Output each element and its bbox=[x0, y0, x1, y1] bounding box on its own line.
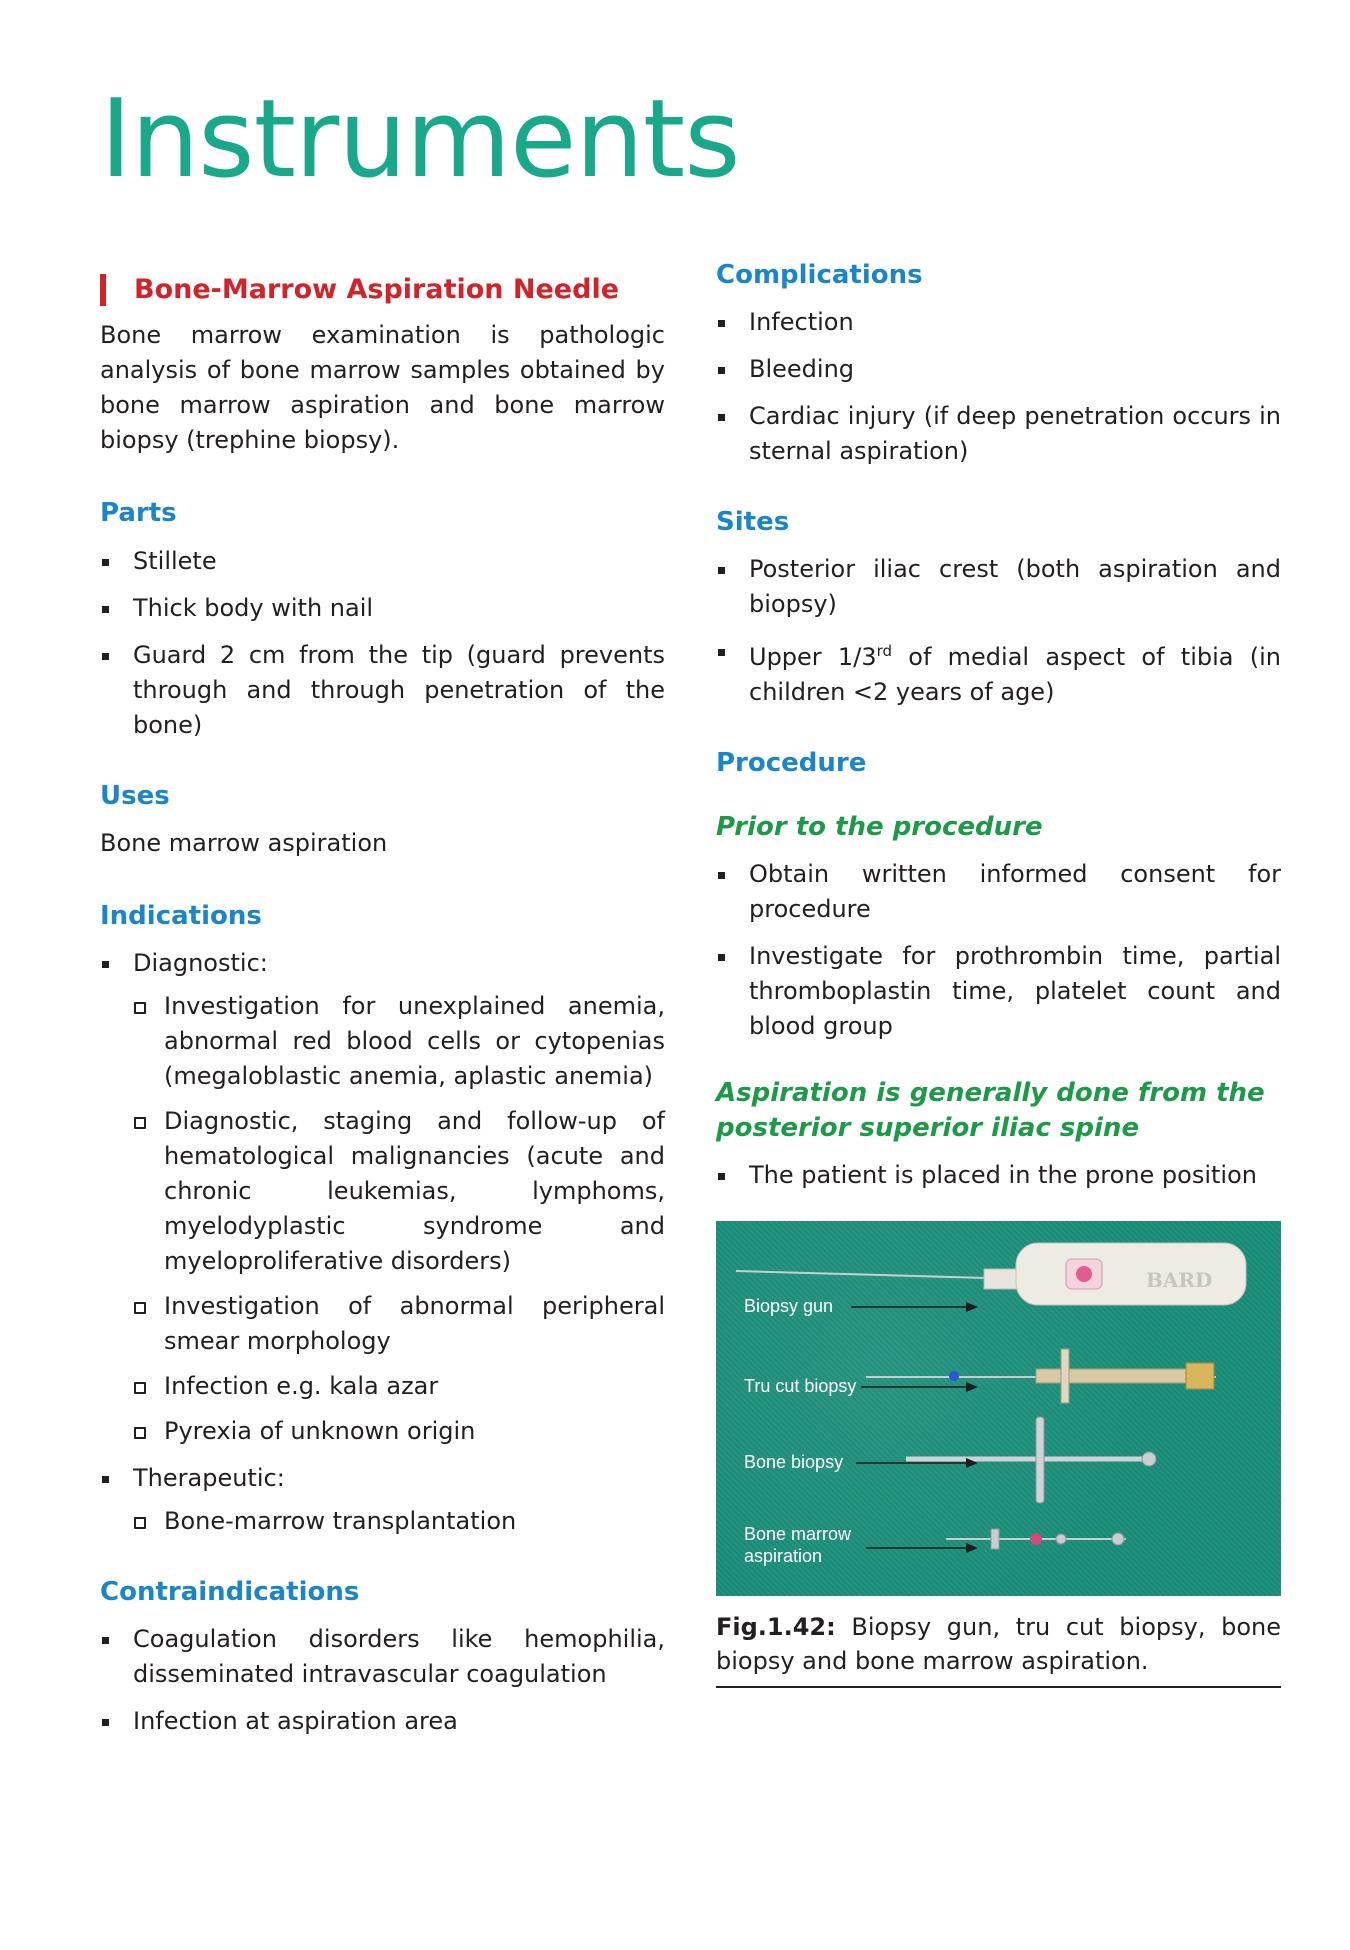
label-line: aspiration bbox=[744, 1545, 823, 1566]
sites-heading: Sites bbox=[716, 507, 790, 538]
list-item: Coagulation disorders like hemophilia, disseminated intravascular coagulation bbox=[100, 1622, 665, 1692]
indications-list bbox=[100, 946, 665, 1539]
list-item: Thick body with nail bbox=[100, 591, 665, 626]
tru-cut-handle bbox=[1036, 1369, 1186, 1383]
list-item: Infection e.g. kala azar bbox=[133, 1369, 665, 1404]
sites-list bbox=[716, 552, 1281, 710]
therapeutic-label: Therapeutic: bbox=[133, 1463, 285, 1492]
parts-list bbox=[100, 544, 665, 743]
label-line: Bone marrow bbox=[744, 1523, 852, 1544]
list-item bbox=[100, 1461, 665, 1539]
list-item: Investigate for prothrombin time, partial thromboplastin time, platelet count and blood group bbox=[716, 939, 1281, 1044]
page-title: Instruments bbox=[100, 77, 740, 202]
prior-procedure-list bbox=[716, 857, 1281, 1044]
arrow-icon bbox=[966, 1543, 978, 1553]
intro-paragraph: Bone marrow examination is pathologic analysis of bone marrow samples obtained by bone marrow aspiration and bone marrow biopsy (trephine biopsy). bbox=[100, 321, 665, 455]
list-item: The patient is placed in the prone position bbox=[716, 1158, 1281, 1193]
section-heading-bone-marrow-needle: Bone-Marrow Aspiration Needle bbox=[100, 274, 665, 306]
list-item: Investigation for unexplained anemia, abnormal red blood cells or cytopenias (megaloblastic anemia, aplastic anemia) bbox=[133, 989, 665, 1094]
figure-caption bbox=[716, 1610, 1281, 1688]
label-bone-marrow-aspiration bbox=[744, 1523, 851, 1567]
device-brand: BARD bbox=[1146, 1267, 1213, 1292]
instruments-photo bbox=[716, 1221, 1281, 1596]
diagnostic-sublist bbox=[133, 989, 665, 1449]
biopsy-gun-button-dot bbox=[1076, 1266, 1092, 1282]
biopsy-gun-needle bbox=[736, 1271, 986, 1278]
list-item: Obtain written informed consent for procedure bbox=[716, 857, 1281, 927]
arrow-icon bbox=[966, 1302, 978, 1312]
list-item: Infection bbox=[716, 305, 1281, 340]
list-item: Bone-marrow transplantation bbox=[133, 1504, 665, 1539]
tru-cut-grip bbox=[1061, 1349, 1069, 1403]
contraindications-list bbox=[100, 1622, 665, 1739]
site-text: Upper 1/3 bbox=[749, 643, 877, 672]
site-text: of medial aspect of tibia (in children <2 years of age) bbox=[749, 643, 1281, 707]
list-item: Bleeding bbox=[716, 352, 1281, 387]
list-item: Infection at aspiration area bbox=[100, 1704, 665, 1739]
bone-biopsy-handle bbox=[1036, 1417, 1044, 1503]
prior-procedure-heading: Prior to the procedure bbox=[716, 811, 1043, 842]
list-item: Pyrexia of unknown origin bbox=[133, 1414, 665, 1449]
list-item: Cardiac injury (if deep penetration occurs in sternal aspiration) bbox=[716, 399, 1281, 469]
list-item bbox=[716, 634, 1281, 710]
aspiration-list bbox=[716, 1158, 1281, 1193]
parts-heading: Parts bbox=[100, 498, 177, 529]
list-item: Diagnostic, staging and follow-up of hematological malignancies (acute and chronic leukemias, lymphoms, myelodyplastic syndrome and myeloproliferative disorders) bbox=[133, 1104, 665, 1279]
superscript: rd bbox=[876, 642, 892, 661]
caption-text: Biopsy gun, tru cut biopsy, bone biopsy and bone marrow aspiration. bbox=[716, 1612, 1281, 1675]
list-item: Investigation of abnormal peripheral smear morphology bbox=[133, 1289, 665, 1359]
left-column bbox=[100, 270, 665, 1751]
list-item: Stillete bbox=[100, 544, 665, 579]
indications-heading: Indications bbox=[100, 900, 262, 931]
list-item: Guard 2 cm from the tip (guard prevents through and through penetration of the bone) bbox=[100, 638, 665, 743]
diagnostic-label: Diagnostic: bbox=[133, 948, 268, 977]
list-item: Posterior iliac crest (both aspiration and biopsy) bbox=[716, 552, 1281, 622]
therapeutic-sublist bbox=[133, 1504, 665, 1539]
procedure-heading: Procedure bbox=[716, 748, 867, 779]
complications-heading: Complications bbox=[716, 260, 923, 290]
uses-text: Bone marrow aspiration bbox=[100, 828, 388, 857]
label-bone-biopsy: Bone biopsy bbox=[744, 1451, 844, 1472]
arrow-icon bbox=[966, 1382, 978, 1392]
list-item bbox=[100, 946, 665, 1449]
aspiration-site-heading: Aspiration is generally done from the posterior superior iliac spine bbox=[716, 1077, 1265, 1143]
right-column bbox=[716, 260, 1281, 1688]
complications-list bbox=[716, 305, 1281, 469]
contraindications-heading: Contraindications bbox=[100, 1576, 360, 1607]
uses-heading: Uses bbox=[100, 780, 170, 811]
figure-number: Fig.1.42: bbox=[716, 1612, 836, 1641]
label-tru-cut-biopsy: Tru cut biopsy bbox=[744, 1375, 857, 1396]
label-biopsy-gun: Biopsy gun bbox=[744, 1295, 834, 1316]
